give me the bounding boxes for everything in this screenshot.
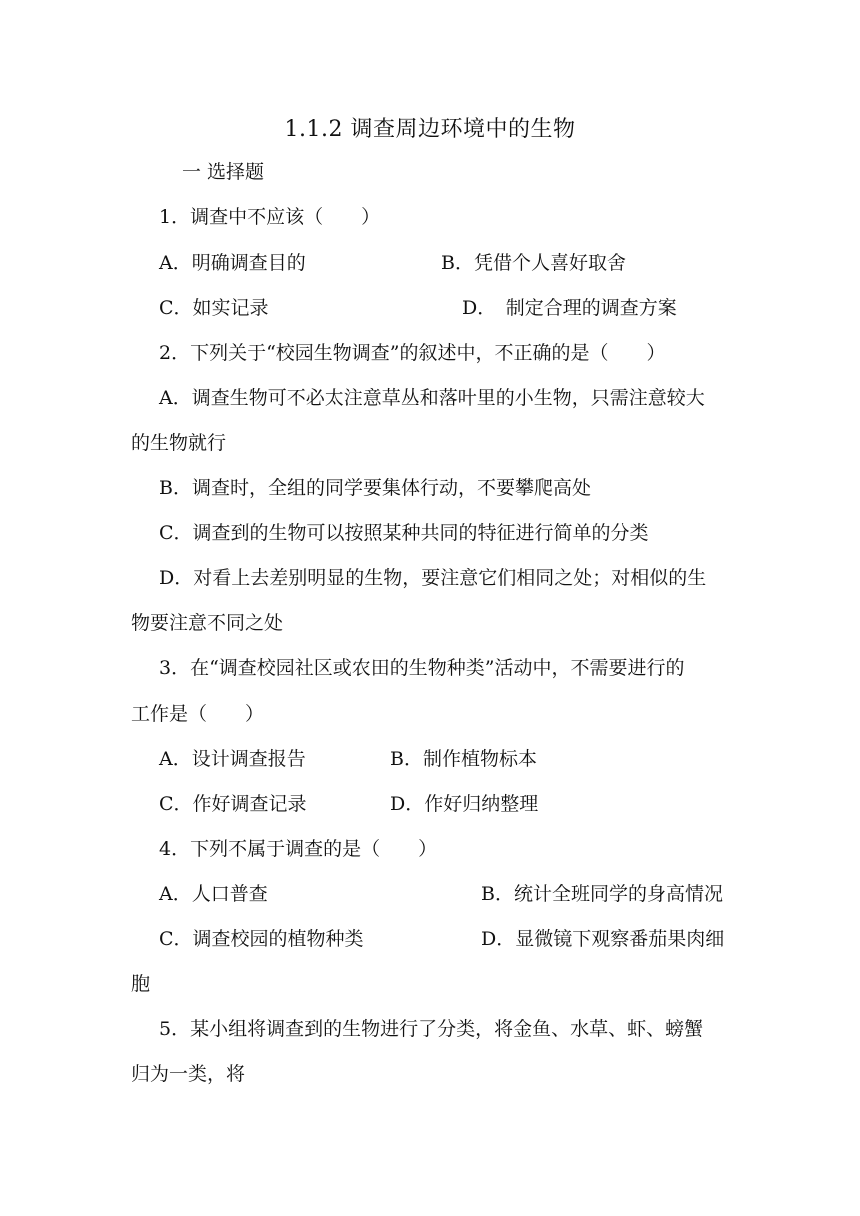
section-heading: 一 选择题 — [182, 161, 265, 183]
question-5-stem: 5．某小组将调查到的生物进行了分类，将金鱼、水草、虾、螃蟹 — [159, 1018, 704, 1040]
question-2-option-d-cont: 物要注意不同之处 — [131, 612, 284, 634]
question-4-option-a: A．人口普查 — [159, 883, 268, 905]
question-4-option-b: B．统计全班同学的身高情况 — [481, 883, 723, 905]
question-1-option-a: A．明确调查目的 — [159, 252, 306, 274]
question-2-option-b: B．调查时，全组的同学要集体行动，不要攀爬高处 — [159, 477, 591, 499]
question-2-option-a-cont: 的生物就行 — [131, 432, 227, 454]
question-3-option-d: D．作好归纳整理 — [390, 793, 539, 815]
question-2-option-c: C．调查到的生物可以按照某种共同的特征进行简单的分类 — [159, 522, 649, 544]
question-4-option-c: C．调查校园的植物种类 — [159, 928, 364, 950]
question-1-option-d: D． 制定合理的调查方案 — [462, 297, 677, 319]
question-2-stem: 2．下列关于“校园生物调查”的叙述中，不正确的是（ ） — [159, 342, 666, 364]
question-3-option-a: A．设计调查报告 — [159, 748, 306, 770]
question-3-option-c: C．作好调查记录 — [159, 793, 307, 815]
question-3-stem-cont: 工作是（ ） — [131, 703, 265, 725]
document-title: 1.1.2 调查周边环境中的生物 — [284, 117, 576, 142]
question-2-option-a: A．调查生物可不必太注意草丛和落叶里的小生物，只需注意较大 — [159, 387, 705, 409]
question-3-option-b: B．制作植物标本 — [390, 748, 537, 770]
question-3-stem: 3．在“调查校园社区或农田的生物种类”活动中，不需要进行的 — [159, 657, 685, 679]
question-5-stem-cont: 归为一类，将 — [131, 1063, 246, 1085]
question-1-option-c: C．如实记录 — [159, 297, 269, 319]
question-2-option-d: D．对看上去差别明显的生物，要注意它们相同之处；对相似的生 — [159, 567, 707, 589]
question-1-stem: 1．调查中不应该（ ） — [159, 206, 381, 228]
question-4-option-d: D．显微镜下观察番茄果肉细 — [481, 928, 725, 950]
question-4-option-d-cont: 胞 — [131, 973, 151, 995]
question-1-option-b: B．凭借个人喜好取舍 — [441, 252, 626, 274]
question-4-stem: 4．下列不属于调查的是（ ） — [159, 838, 438, 860]
